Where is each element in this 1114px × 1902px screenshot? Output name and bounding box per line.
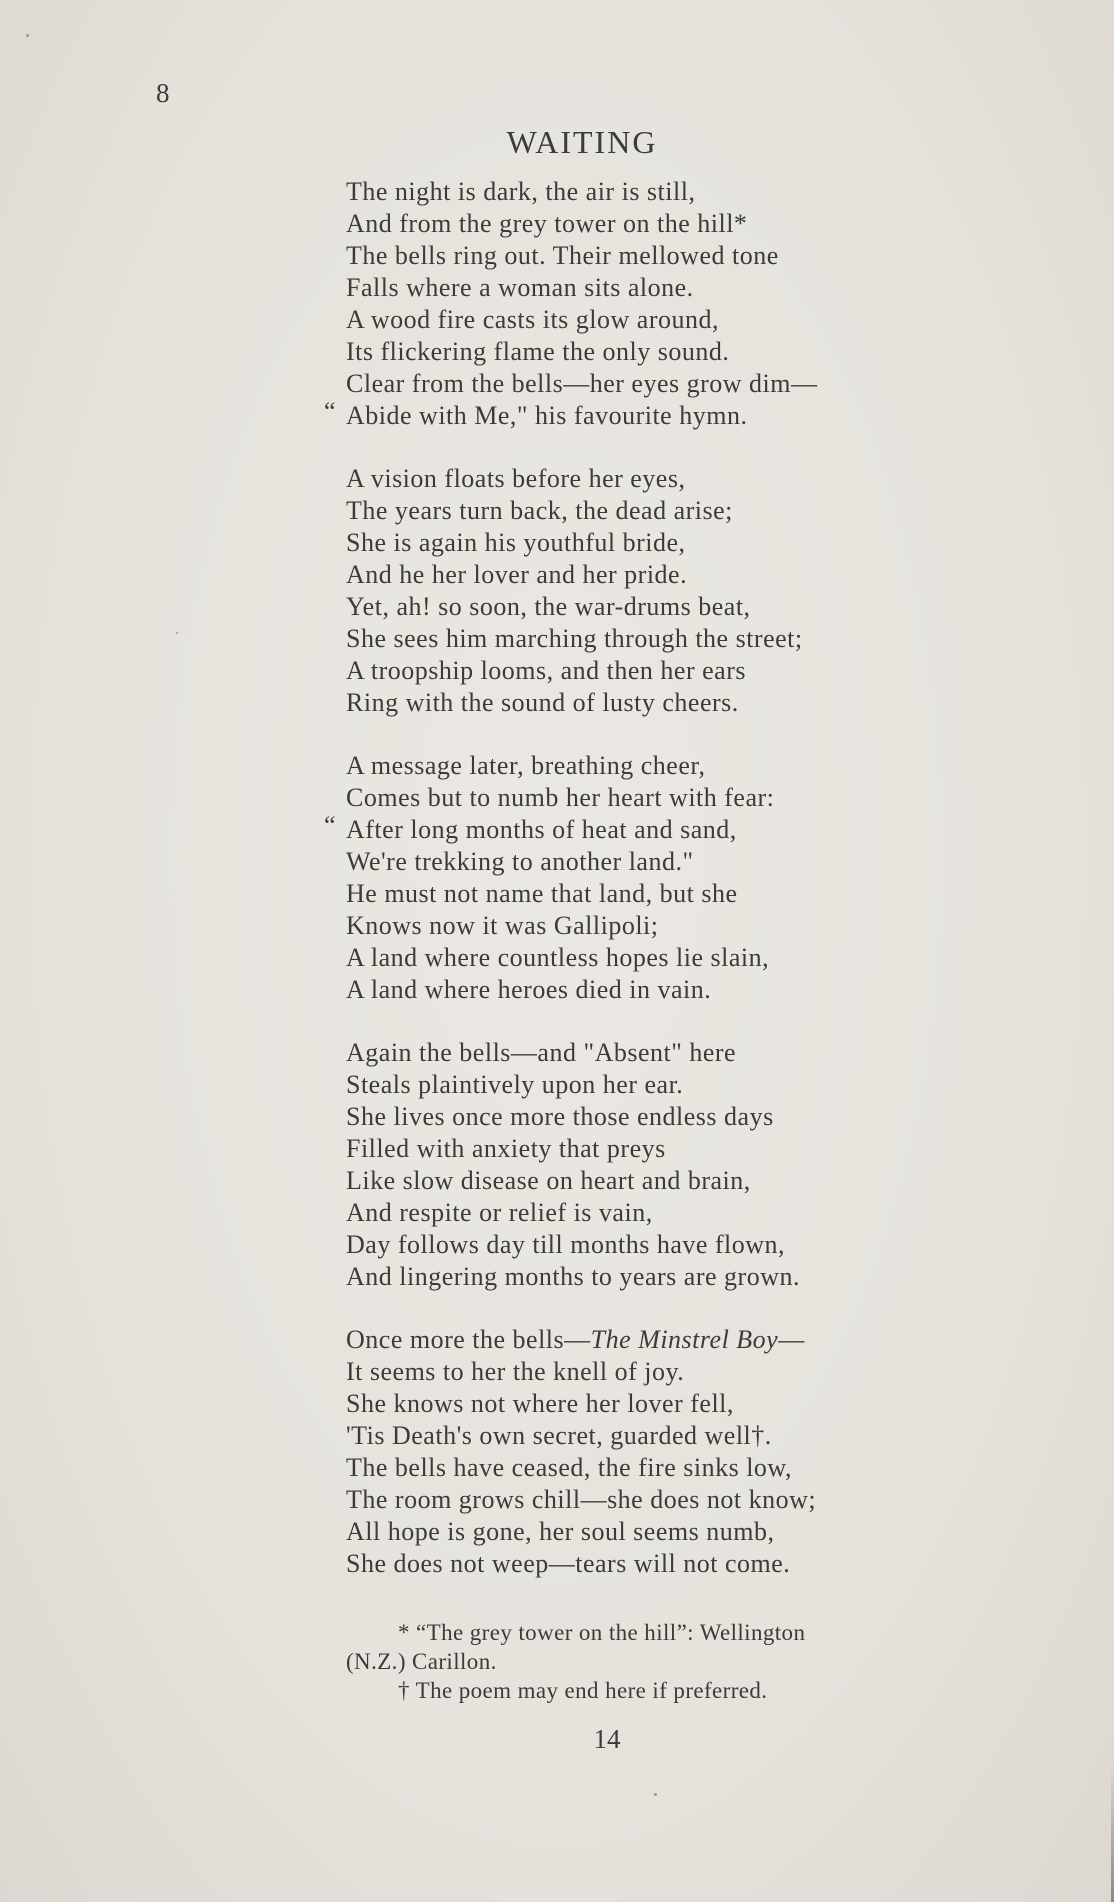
poem-line: The bells ring out. Their mellowed tone xyxy=(346,241,779,270)
poem-body xyxy=(324,176,966,1611)
poem-line: Steals plaintively upon her ear. xyxy=(346,1070,684,1099)
poem-line: Falls where a woman sits alone. xyxy=(346,273,694,302)
poem-line: Clear from the bells—her eyes grow dim— xyxy=(346,369,818,398)
footnote-1: * “The grey tower on the hill”: Wellington xyxy=(398,1620,806,1645)
poem-line: And lingering months to years are grown. xyxy=(346,1262,800,1291)
poem-line: She does not weep—tears will not come. xyxy=(346,1549,791,1578)
poem-line: A troopship looms, and then her ears xyxy=(346,656,746,685)
poem-line-text: After long months of heat and sand, xyxy=(346,815,737,844)
stanza-3 xyxy=(324,750,966,1006)
poem-line: A land where countless hopes lie slain, xyxy=(346,943,770,972)
poem-line: A land where heroes died in vain. xyxy=(346,975,712,1004)
hanging-quote: “ xyxy=(324,397,337,426)
poem-line: Comes but to numb her heart with fear: xyxy=(346,783,775,812)
poem-line-with-italic: Once more the bells—The Minstrel Boy— xyxy=(346,1325,805,1354)
poem-line: A message later, breathing cheer, xyxy=(346,751,706,780)
poem-line: Its flickering flame the only sound. xyxy=(346,337,730,366)
folio-number: 14 xyxy=(593,1724,621,1754)
poem-line: She is again his youthful bride, xyxy=(346,528,686,557)
poem-line: The room grows chill—she does not know; xyxy=(346,1485,817,1514)
stanza-2 xyxy=(346,463,966,719)
poem-line: He must not name that land, but she xyxy=(346,879,738,908)
poem-line: She knows not where her lover fell, xyxy=(346,1389,734,1418)
poem-line-quoted xyxy=(324,811,966,846)
poem-line: 'Tis Death's own secret, guarded well†. xyxy=(346,1421,772,1450)
stanza-5 xyxy=(346,1324,966,1580)
poem-line: Day follows day till months have flown, xyxy=(346,1230,786,1259)
italic-title: The Minstrel Boy xyxy=(590,1325,779,1354)
footnote-1-continued: (N.Z.) Carillon. xyxy=(346,1649,497,1674)
poem-line: Like slow disease on heart and brain, xyxy=(346,1166,751,1195)
hanging-quote: “ xyxy=(324,811,337,840)
poem-line: Knows now it was Gallipoli; xyxy=(346,911,659,940)
poem-line: And he her lover and her pride. xyxy=(346,560,688,589)
poem-line: Filled with anxiety that preys xyxy=(346,1134,666,1163)
poem-title: WAITING xyxy=(506,124,658,160)
poem-line-text: Abide with Me," his favourite hymn. xyxy=(346,401,748,430)
paper-speck xyxy=(654,1793,657,1796)
footnotes xyxy=(346,1618,986,1705)
page-number: 8 xyxy=(156,78,170,108)
poem-line: Yet, ah! so soon, the war-drums beat, xyxy=(346,592,751,621)
poem-line: We're trekking to another land." xyxy=(346,847,694,876)
poem-line-quoted xyxy=(324,397,966,432)
poem-line: And from the grey tower on the hill* xyxy=(346,209,748,238)
poem-line: Again the bells—and "Absent" here xyxy=(346,1038,737,1067)
poem-line: The night is dark, the air is still, xyxy=(346,177,696,206)
poem-line: All hope is gone, her soul seems numb, xyxy=(346,1517,775,1546)
poem-line: A wood fire casts its glow around, xyxy=(346,305,720,334)
poem-line: The years turn back, the dead arise; xyxy=(346,496,733,525)
poem-line: A vision floats before her eyes, xyxy=(346,464,686,493)
poem-line: Ring with the sound of lusty cheers. xyxy=(346,688,739,717)
poem-line: She sees him marching through the street; xyxy=(346,624,803,653)
poem-line: The bells have ceased, the fire sinks low, xyxy=(346,1453,793,1482)
paper-speck xyxy=(176,632,178,634)
stanza-4 xyxy=(346,1037,966,1293)
paper-speck xyxy=(26,34,29,37)
poem-line: And respite or relief is vain, xyxy=(346,1198,653,1227)
poem-line: She lives once more those endless days xyxy=(346,1102,774,1131)
footnote-2: † The poem may end here if preferred. xyxy=(398,1678,768,1703)
stanza-1 xyxy=(324,176,966,432)
poem-line: It seems to her the knell of joy. xyxy=(346,1357,685,1386)
